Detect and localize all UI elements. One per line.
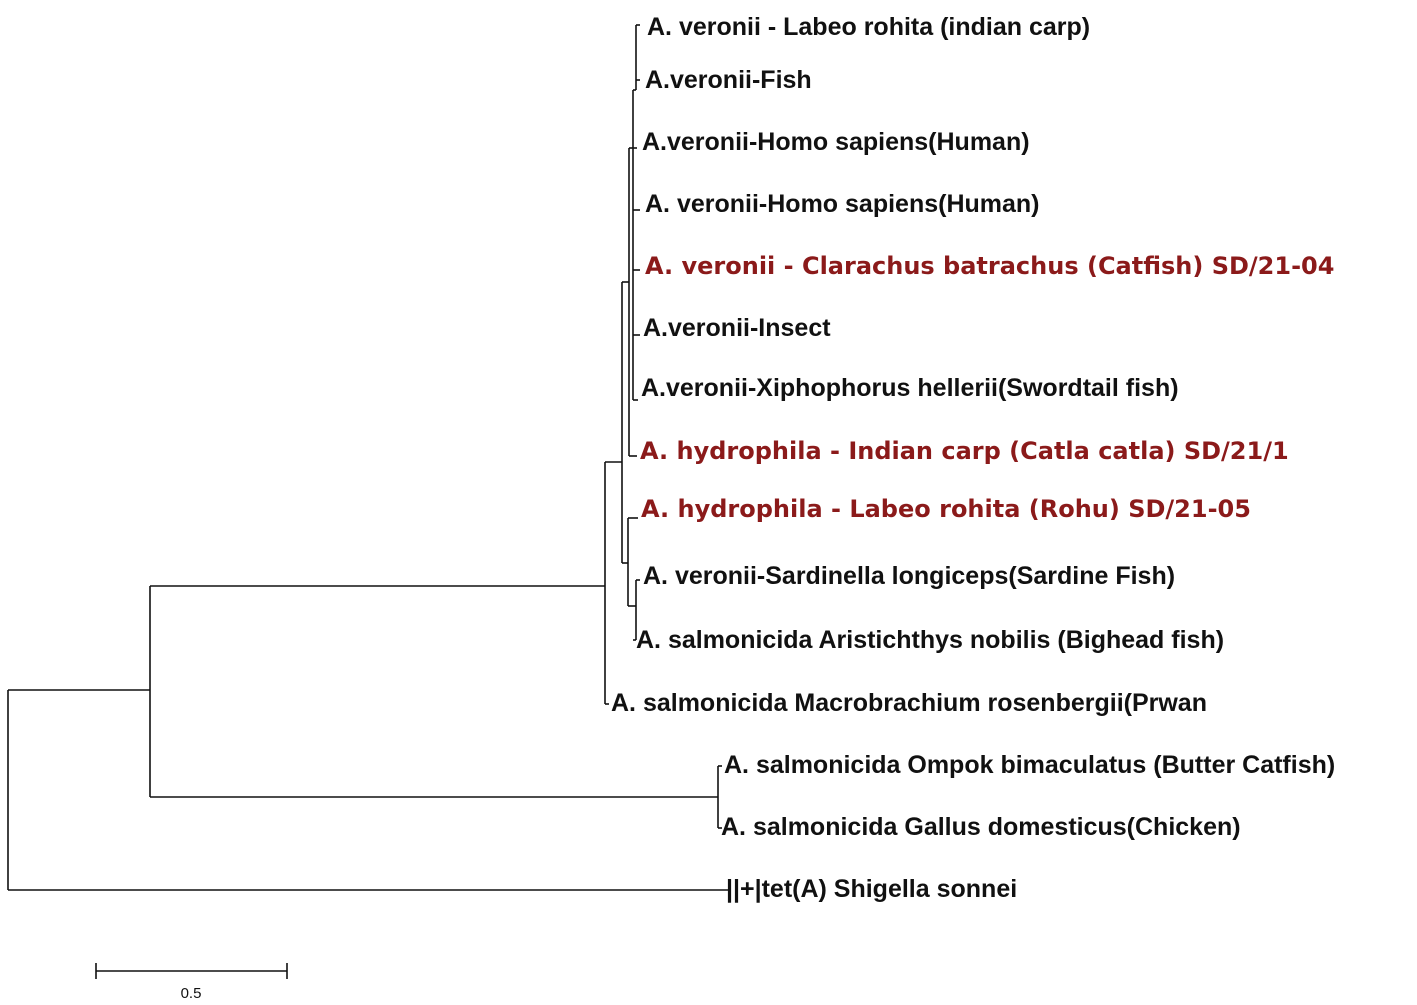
leaf-label: A. salmonicida Aristichthys nobilis (Bighead fish) — [636, 626, 1225, 654]
tree-branches — [8, 25, 728, 890]
leaf-label: A. veronii-Homo sapiens(Human) — [645, 190, 1040, 218]
leaf-label: A. salmonicida Macrobrachium rosenbergii(Prwan — [611, 689, 1207, 717]
leaf-label: A.veronii-Homo sapiens(Human) — [642, 128, 1030, 156]
leaf-label: A. veronii - Labeo rohita (indian carp) — [647, 13, 1091, 41]
leaf-label: A. salmonicida Ompok bimaculatus (Butter Catfish) — [724, 751, 1336, 779]
leaf-label: ||+|tet(A) Shigella sonnei — [726, 875, 1018, 903]
leaf-label: A. veronii-Sardinella longiceps(Sardine Fish) — [643, 562, 1176, 590]
leaf-label: A.veronii-Xiphophorus hellerii(Swordtail fish) — [641, 374, 1179, 402]
scale-bar-label: 0.5 — [180, 985, 202, 1002]
leaf-labels — [611, 13, 1335, 903]
leaf-label: A.veronii-Fish — [645, 66, 812, 94]
leaf-label: A. hydrophila - Labeo rohita (Rohu) SD/21-05 — [641, 495, 1251, 523]
leaf-label: A. hydrophila - Indian carp (Catla catla) SD/21/1 — [640, 437, 1289, 465]
leaf-label: A. veronii - Clarachus batrachus (Catfish) SD/21-04 — [645, 252, 1335, 280]
scale-bar — [96, 963, 287, 1002]
leaf-label: A.veronii-Insect — [643, 314, 831, 342]
leaf-label: A. salmonicida Gallus domesticus(Chicken) — [721, 813, 1241, 841]
